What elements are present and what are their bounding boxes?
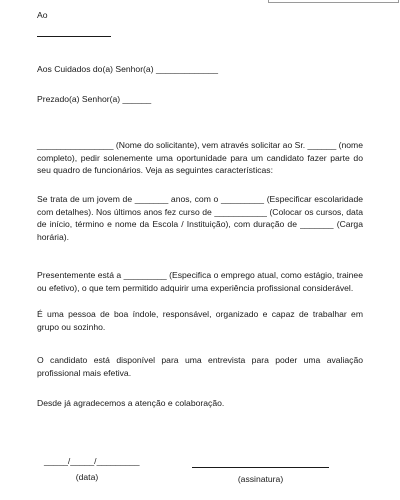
- date-block: [44, 456, 140, 482]
- date-label: (data): [75, 472, 99, 482]
- date-field: _____/_____/_________: [44, 456, 140, 466]
- paragraph-character: É uma pessoa de boa índole, responsável, organizado e capaz de trabalhar em grupo ou sozinho.: [37, 309, 363, 332]
- header-box: [268, 0, 399, 3]
- greeting-line: Prezado(a) Senhor(a) ______: [37, 94, 152, 104]
- paragraph-candidate-details: Se trata de um jovem de _______ anos, com o _________ (Especificar escolaridade com detalhes). Nos últimos anos fez curso de ___________ (Colocar os cursos, data de início, término e nome da Escola / Instituição), com duração de _______ (Carga horária).: [37, 194, 363, 242]
- attention-line: Aos Cuidados do(a) Senhor(a) _____________: [37, 64, 219, 74]
- recipient-blank-line: [37, 36, 111, 37]
- paragraph-thanks: Desde já agradecemos a atenção e colaboração.: [37, 398, 225, 408]
- signature-line: [192, 457, 329, 468]
- paragraph-current-job: Presentemente está a _________ (Especifica o emprego atual, como estágio, trainee ou efetivo), o que tem permitido adquirir uma experiência profissional considerável.: [37, 270, 363, 293]
- recipient-label: Ao: [37, 10, 48, 20]
- signature-block: [192, 457, 329, 484]
- paragraph-request: ________________ (Nome do solicitante), vem através solicitar ao Sr. ______ (nome completo), pedir solenemente uma oportunidade para um candidato fazer parte do seu quadro de funcionários. Veja as seguintes características:: [37, 140, 363, 176]
- signature-label: (assinatura): [237, 474, 284, 484]
- paragraph-availability: O candidato está disponível para uma entrevista para poder uma avaliação profissional mais efetiva.: [37, 355, 363, 378]
